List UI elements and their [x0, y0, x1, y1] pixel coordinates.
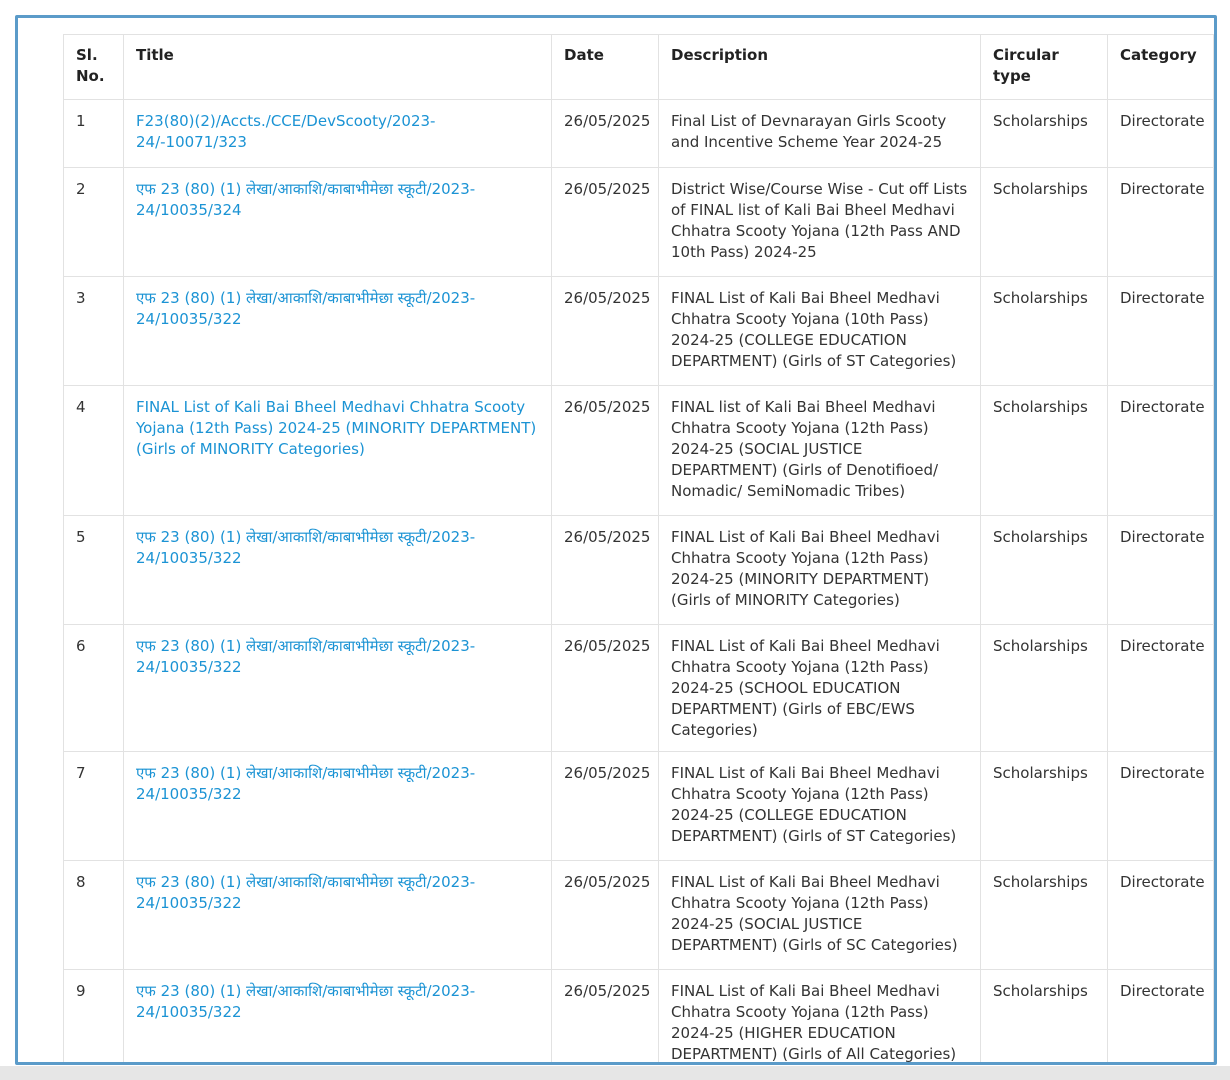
- circular-title-link[interactable]: एफ 23 (80) (1) लेखा/आकाशि/काबाभीमेछा स्कूटी/2023-24/10035/322: [136, 289, 476, 328]
- cell-circular-type: Scholarships: [981, 861, 1108, 970]
- circular-title-link[interactable]: F23(80)(2)/Accts./CCE/DevScooty/2023-24/-10071/323: [136, 112, 436, 151]
- cell-date: 26/05/2025: [552, 625, 659, 752]
- cell-description: FINAL List of Kali Bai Bheel Medhavi Chhatra Scooty Yojana (12th Pass) 2024-25 (COLLEGE EDUCATION DEPARTMENT) (Girls of ST Categories): [659, 752, 981, 861]
- cell-date: 26/05/2025: [552, 168, 659, 277]
- cell-sl-no: 4: [64, 386, 124, 516]
- cell-circular-type: Scholarships: [981, 516, 1108, 625]
- cell-circular-type: Scholarships: [981, 100, 1108, 168]
- circular-title-link[interactable]: FINAL List of Kali Bai Bheel Medhavi Chhatra Scooty Yojana (12th Pass) 2024-25 (MINORITY DEPARTMENT) (Girls of MINORITY Categories): [136, 398, 537, 458]
- cell-circular-type: Scholarships: [981, 386, 1108, 516]
- cell-circular-type: Scholarships: [981, 277, 1108, 386]
- cell-date: 26/05/2025: [552, 516, 659, 625]
- cell-category: Directorate: [1108, 970, 1214, 1066]
- table-row: [64, 277, 1214, 386]
- cell-title: [124, 970, 552, 1066]
- cell-date: 26/05/2025: [552, 861, 659, 970]
- header-category: Category: [1108, 35, 1214, 100]
- circular-title-link[interactable]: एफ 23 (80) (1) लेखा/आकाशि/काबाभीमेछा स्कूटी/2023-24/10035/322: [136, 873, 476, 912]
- table-row: [64, 100, 1214, 168]
- circular-title-link[interactable]: एफ 23 (80) (1) लेखा/आकाशि/काबाभीमेछा स्कूटी/2023-24/10035/322: [136, 764, 476, 803]
- cell-title: [124, 100, 552, 168]
- header-sl-no: Sl. No.: [64, 35, 124, 100]
- table-header-row: [64, 35, 1214, 100]
- cell-sl-no: 2: [64, 168, 124, 277]
- cell-sl-no: 8: [64, 861, 124, 970]
- cell-sl-no: 1: [64, 100, 124, 168]
- cell-title: [124, 861, 552, 970]
- cell-description: FINAL List of Kali Bai Bheel Medhavi Chhatra Scooty Yojana (12th Pass) 2024-25 (SOCIAL JUSTICE DEPARTMENT) (Girls of SC Categories): [659, 861, 981, 970]
- cell-date: 26/05/2025: [552, 277, 659, 386]
- cell-category: Directorate: [1108, 625, 1214, 752]
- table-row: [64, 752, 1214, 861]
- cell-sl-no: 5: [64, 516, 124, 625]
- cell-category: Directorate: [1108, 168, 1214, 277]
- circulars-panel: [15, 15, 1217, 1065]
- header-date: Date: [552, 35, 659, 100]
- header-title: Title: [124, 35, 552, 100]
- circulars-table: [63, 34, 1214, 1065]
- table-row: [64, 861, 1214, 970]
- table-row: [64, 168, 1214, 277]
- cell-sl-no: 7: [64, 752, 124, 861]
- cell-category: Directorate: [1108, 386, 1214, 516]
- cell-title: [124, 516, 552, 625]
- cell-description: FINAL List of Kali Bai Bheel Medhavi Chhatra Scooty Yojana (12th Pass) 2024-25 (HIGHER EDUCATION DEPARTMENT) (Girls of All Categories): [659, 970, 981, 1066]
- cell-circular-type: Scholarships: [981, 168, 1108, 277]
- cell-category: Directorate: [1108, 516, 1214, 625]
- cell-category: Directorate: [1108, 752, 1214, 861]
- cell-sl-no: 9: [64, 970, 124, 1066]
- cell-title: [124, 168, 552, 277]
- cell-description: District Wise/Course Wise - Cut off Lists of FINAL list of Kali Bai Bheel Medhavi Chhatra Scooty Yojana (12th Pass AND 10th Pass) 2024-25: [659, 168, 981, 277]
- cell-sl-no: 6: [64, 625, 124, 752]
- cell-description: Final List of Devnarayan Girls Scooty and Incentive Scheme Year 2024-25: [659, 100, 981, 168]
- cell-title: [124, 752, 552, 861]
- cell-date: 26/05/2025: [552, 970, 659, 1066]
- cell-description: FINAL List of Kali Bai Bheel Medhavi Chhatra Scooty Yojana (12th Pass) 2024-25 (MINORITY DEPARTMENT) (Girls of MINORITY Categories): [659, 516, 981, 625]
- cell-title: [124, 277, 552, 386]
- cell-title: [124, 625, 552, 752]
- header-description: Description: [659, 35, 981, 100]
- table-row: [64, 386, 1214, 516]
- cell-description: FINAL list of Kali Bai Bheel Medhavi Chhatra Scooty Yojana (12th Pass) 2024-25 (SOCIAL JUSTICE DEPARTMENT) (Girls of Denotifioed/ Nomadic/ SemiNomadic Tribes): [659, 386, 981, 516]
- circular-title-link[interactable]: एफ 23 (80) (1) लेखा/आकाशि/काबाभीमेछा स्कूटी/2023-24/10035/322: [136, 528, 476, 567]
- cell-description: FINAL List of Kali Bai Bheel Medhavi Chhatra Scooty Yojana (12th Pass) 2024-25 (SCHOOL EDUCATION DEPARTMENT) (Girls of EBC/EWS Categories): [659, 625, 981, 752]
- cell-category: Directorate: [1108, 861, 1214, 970]
- circular-title-link[interactable]: एफ 23 (80) (1) लेखा/आकाशि/काबाभीमेछा स्कूटी/2023-24/10035/322: [136, 982, 476, 1021]
- bottom-divider: [0, 1066, 1230, 1080]
- cell-date: 26/05/2025: [552, 100, 659, 168]
- cell-circular-type: Scholarships: [981, 625, 1108, 752]
- table-row: [64, 970, 1214, 1066]
- cell-category: Directorate: [1108, 100, 1214, 168]
- cell-circular-type: Scholarships: [981, 752, 1108, 861]
- cell-title: [124, 386, 552, 516]
- circular-title-link[interactable]: एफ 23 (80) (1) लेखा/आकाशि/काबाभीमेछा स्कूटी/2023-24/10035/322: [136, 637, 476, 676]
- table-row: [64, 625, 1214, 752]
- circular-title-link[interactable]: एफ 23 (80) (1) लेखा/आकाशि/काबाभीमेछा स्कूटी/2023-24/10035/324: [136, 180, 476, 219]
- cell-sl-no: 3: [64, 277, 124, 386]
- table-row: [64, 516, 1214, 625]
- cell-circular-type: Scholarships: [981, 970, 1108, 1066]
- cell-date: 26/05/2025: [552, 752, 659, 861]
- cell-date: 26/05/2025: [552, 386, 659, 516]
- header-circular-type: Circular type: [981, 35, 1108, 100]
- cell-category: Directorate: [1108, 277, 1214, 386]
- cell-description: FINAL List of Kali Bai Bheel Medhavi Chhatra Scooty Yojana (10th Pass) 2024-25 (COLLEGE EDUCATION DEPARTMENT) (Girls of ST Categories): [659, 277, 981, 386]
